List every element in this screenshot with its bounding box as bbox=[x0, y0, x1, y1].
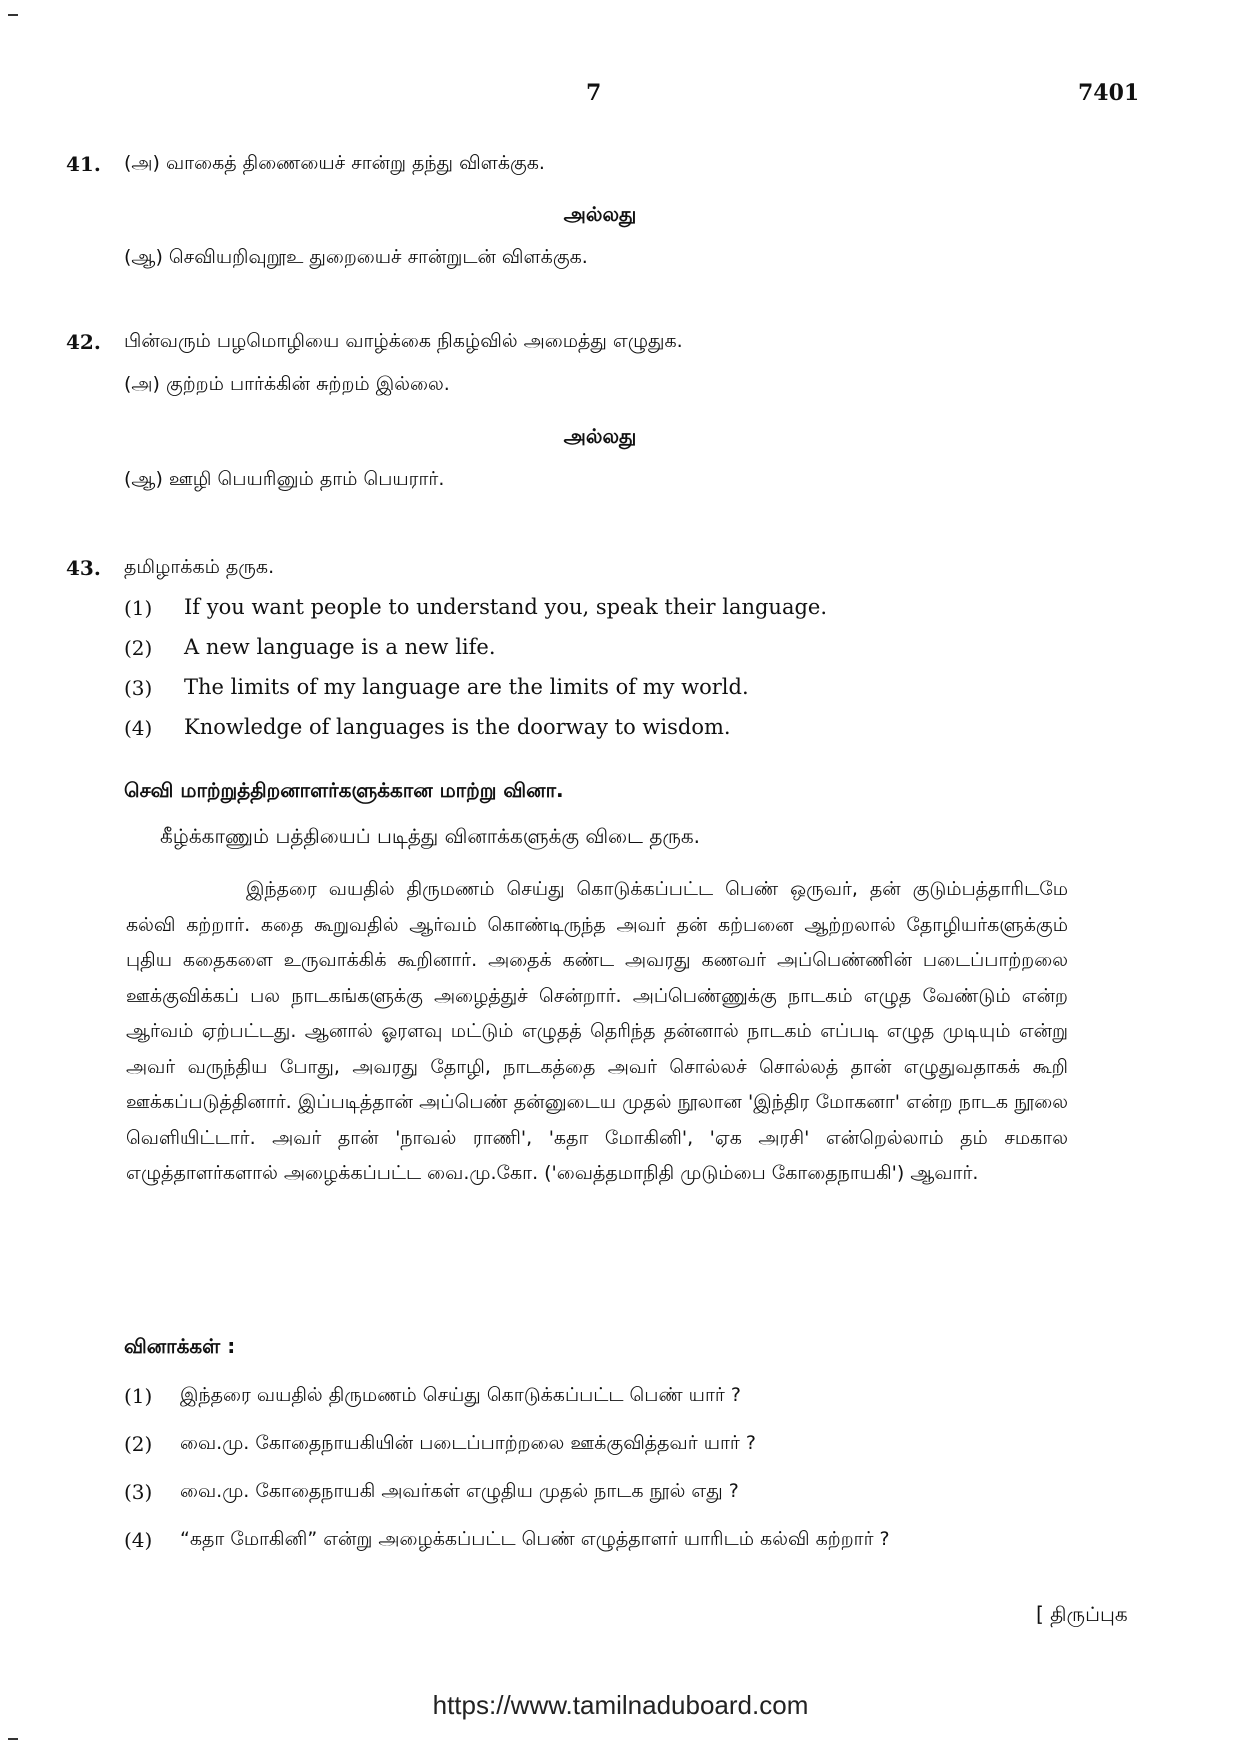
edge-mark-bottom bbox=[8, 1738, 18, 1740]
footer-url[interactable]: https://www.tamilnaduboard.com bbox=[432, 1690, 809, 1720]
q43-item-text: The limits of my language are the limits of my world. bbox=[184, 675, 749, 699]
question-text: வை.மு. கோதைநாயகி அவர்கள் எழுதிய முதல் நாடக நூல் எது ? bbox=[180, 1480, 739, 1502]
question-number: (1) bbox=[124, 1384, 153, 1408]
question-number: (2) bbox=[124, 1432, 153, 1456]
q42-option-a: (அ) குற்றம் பார்க்கின் சுற்றம் இல்லை. bbox=[124, 373, 450, 395]
alt-question-heading: செவி மாற்றுத்திறனாளர்களுக்கான மாற்று வினா. bbox=[124, 778, 564, 802]
q43-item-text: Knowledge of languages is the doorway to wisdom. bbox=[184, 715, 731, 739]
q43-item-number: (1) bbox=[124, 596, 153, 620]
q43-item-text: If you want people to understand you, speak their language. bbox=[184, 595, 828, 619]
q42-number: 42. bbox=[66, 330, 101, 354]
question-number: (4) bbox=[124, 1528, 153, 1552]
q43-number: 43. bbox=[66, 556, 101, 580]
question-text: வை.மு. கோதைநாயகியின் படைப்பாற்றலை ஊக்குவித்தவர் யார் ? bbox=[180, 1432, 756, 1454]
turn-over-note: [ திருப்புக bbox=[1036, 1602, 1128, 1626]
question-number: (3) bbox=[124, 1480, 153, 1504]
q43-item-number: (2) bbox=[124, 636, 153, 660]
edge-mark-top bbox=[8, 14, 18, 16]
question-text: இந்தரை வயதில் திருமணம் செய்து கொடுக்கப்பட்ட பெண் யார் ? bbox=[180, 1384, 741, 1406]
q43-item-text: A new language is a new life. bbox=[184, 635, 496, 659]
q41-number: 41. bbox=[66, 152, 101, 176]
q43-item-number: (4) bbox=[124, 716, 153, 740]
q42-intro: பின்வரும் பழமொழியை வாழ்க்கை நிகழ்வில் அமைத்து எழுதுக. bbox=[124, 330, 683, 352]
q41-option-a: (அ) வாகைத் திணையைச் சான்று தந்து விளக்குக. bbox=[124, 152, 545, 174]
q41-option-b: (ஆ) செவியறிவுறூஉ துறையைச் சான்றுடன் விளக்குக. bbox=[124, 246, 588, 268]
q42-option-b: (ஆ) ஊழி பெயரினும் தாம் பெயரார். bbox=[124, 468, 445, 490]
questions-label: வினாக்கள் : bbox=[124, 1334, 236, 1358]
alt-instruction: கீழ்க்காணும் பத்தியைப் படித்து வினாக்களுக்கு விடை தருக. bbox=[160, 824, 701, 848]
q41-or: அல்லது bbox=[563, 202, 637, 226]
question-text: “கதா மோகினி” என்று அழைக்கப்பட்ட பெண் எழுத்தாளர் யாரிடம் கல்வி கற்றார் ? bbox=[180, 1528, 890, 1550]
q43-intro: தமிழாக்கம் தருக. bbox=[124, 556, 275, 578]
paper-code: 7401 bbox=[1078, 80, 1140, 106]
page-number: 7 bbox=[586, 80, 602, 106]
passage-paragraph: இந்தரை வயதில் திருமணம் செய்து கொடுக்கப்பட்ட பெண் ஒருவர், தன் குடும்பத்தாரிடமே கல்வி கற்றார். கதை கூறுவதில் ஆர்வம் கொண்டிருந்த அவர் தன் கற்பனை ஆற்றலால் தோழியர்களுக்கும் புதிய கதைகளை உருவாக்கிக் கூறினார். அதைக் கண்ட அவரது கணவர் அப்பெண்ணின் படைப்பாற்றலை ஊக்குவிக்கப் பல நாடகங்களுக்கு அழைத்துச் சென்றார். அப்பெண்ணுக்கு நாடகம் எழுத வேண்டும் என்ற ஆர்வம் ஏற்பட்டது. ஆனால் ஓரளவு மட்டும் எழுதத் தெரிந்த தன்னால் நாடகம் எப்படி எழுத முடியும் என்று அவர் வருந்திய போது, அவரது தோழி, நாடகத்தை அவர் சொல்லச் சொல்லத் தான் எழுதுவதாகக் கூறி ஊக்கப்படுத்தினார். இப்படித்தான் அப்பெண் தன்னுடைய முதல் நூலான 'இந்திர மோகனா' என்ற நாடக நூலை வெளியிட்டார். அவர் தான் 'நாவல் ராணி', 'கதா மோகினி', 'ஏக அரசி' என்றெல்லாம் தம் சமகால எழுத்தாளர்களால் அழைக்கப்பட்ட வை.மு.கோ. ('வைத்தமாநிதி முடும்பை கோதைநாயகி') ஆவார். bbox=[126, 878, 1068, 1184]
q42-or: அல்லது bbox=[563, 424, 637, 448]
q43-item-number: (3) bbox=[124, 676, 153, 700]
